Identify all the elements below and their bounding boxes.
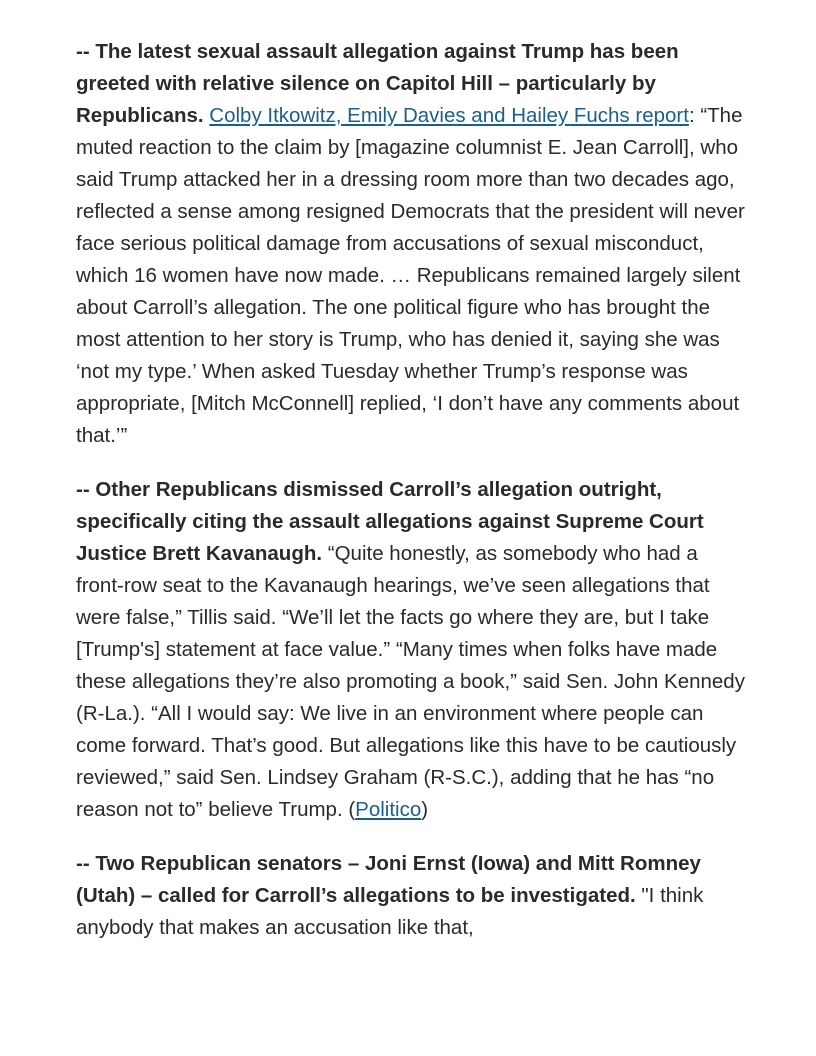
paragraph-text-tail: ) — [421, 798, 429, 821]
paragraph-text: “Quite honestly, as somebody who had a front-row seat to the Kavanaugh hearings, we’ve seen allegations that were false,” Tillis said. “We’ll let the facts go where they are, but I take [Trump's] statement at face value.” “Many times when folks have made these allegations they’re also promoting a book,” said Sen. John Kennedy (R-La.). “All I would say: We live in an environment where people can come forward. That’s good. But allegations like this have to be cautiously reviewed,” said Sen. Lindsey Graham (R-S.C.), adding that he has “no reason not to” believe Trump. ( — [76, 542, 745, 821]
paragraph-text: : “The muted reaction to the claim by [magazine columnist E. Jean Carroll], who said Trump attacked her in a dressing room more than two decades ago, reflected a sense among resigned Democrats that the president will never face serious political damage from accusations of sexual misconduct, which 16 women have now made. … Republicans remained largely silent about Carroll’s allegation. The one political figure who has brought the most attention to her story is Trump, who has denied it, saying she was ‘not my type.’ When asked Tuesday whether Trump’s response was appropriate, [Mitch McConnell] replied, ‘I don’t have any comments about that.’” — [76, 104, 745, 447]
paragraph-investigation-call — [76, 848, 746, 944]
paragraph-text: "I think anybody that makes an accusation like that, — [76, 884, 704, 939]
politico-link[interactable]: Politico — [355, 798, 422, 821]
paragraph-lead: -- Two Republican senators – Joni Ernst (Iowa) and Mitt Romney (Utah) – called for Carroll’s allegations to be investigated. — [76, 852, 701, 907]
paragraph-lead: -- The latest sexual assault allegation against Trump has been greeted with relative silence on Capitol Hill – particularly by Republicans. — [76, 40, 679, 127]
report-link[interactable]: Colby Itkowitz, Emily Davies and Hailey Fuchs report — [209, 104, 689, 127]
paragraph-republicans-dismissed — [76, 474, 746, 826]
paragraph-capitol-hill-silence — [76, 36, 746, 452]
paragraph-lead: -- Other Republicans dismissed Carroll’s allegation outright, specifically citing the assault allegations against Supreme Court Justice Brett Kavanaugh. — [76, 478, 704, 565]
